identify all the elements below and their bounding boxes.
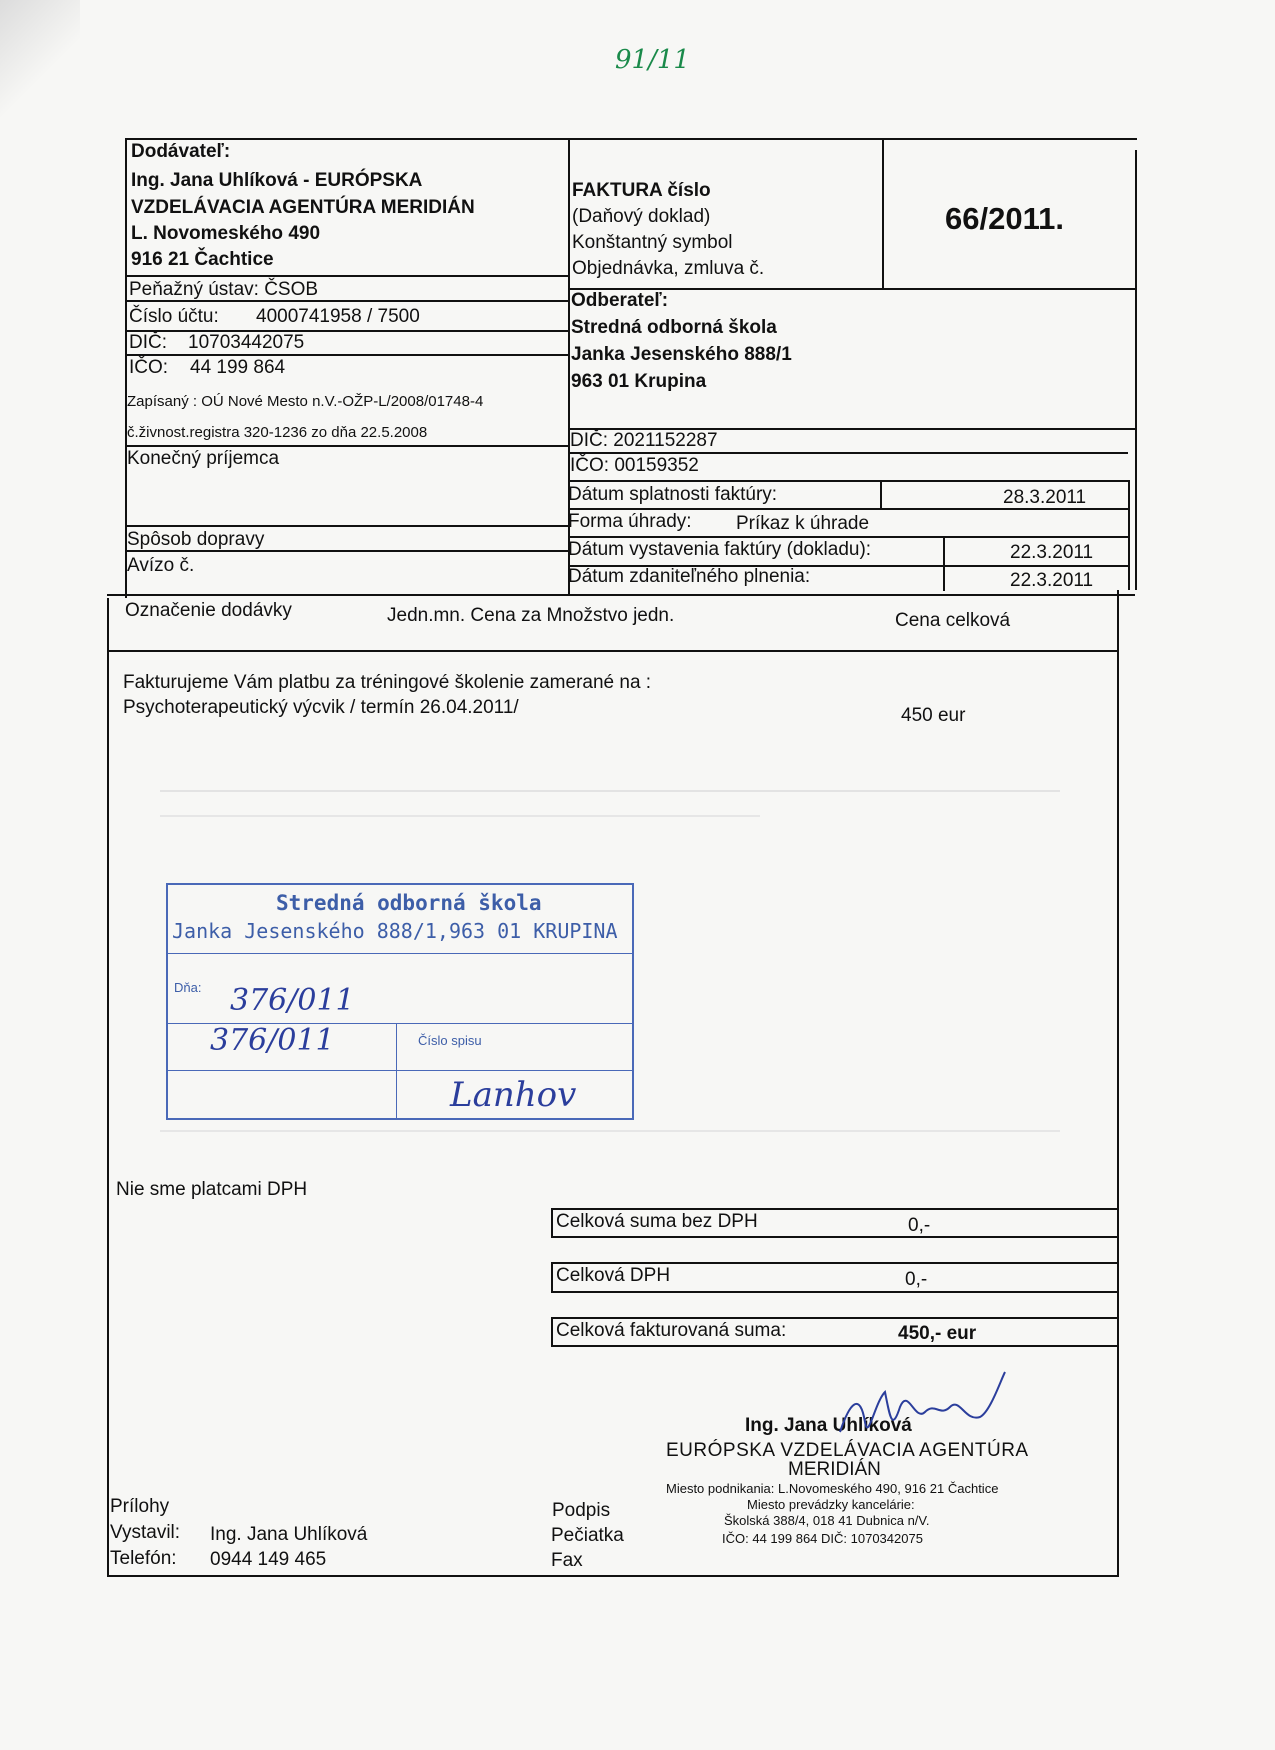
issue-date-label: Dátum vystavenia faktúry (dokladu): — [568, 539, 872, 560]
attachments-label: Prílohy — [110, 1496, 170, 1517]
invoice-order-contract: Objednávka, zmluva č. — [572, 258, 765, 279]
frame-left-bottom — [107, 598, 109, 1576]
stamp-signature: Lanhov — [450, 1075, 577, 1115]
rule-right-3 — [568, 452, 1128, 454]
items-col-total: Cena celková — [895, 610, 1011, 631]
supplier-ico-label: IČO: — [129, 357, 169, 378]
frame-right-lower — [1117, 590, 1119, 1575]
rule-left-5 — [125, 445, 568, 447]
total-sum-value: 450,- eur — [898, 1323, 977, 1344]
payment-form-label: Forma úhrady: — [568, 511, 692, 532]
frame-top — [125, 138, 1137, 140]
bleed-through-text-2 — [160, 815, 760, 817]
issuer-place: Miesto podnikania: L.Novomeského 490, 916 21 Čachtice — [666, 1481, 999, 1496]
items-col-description: Označenie dodávky — [125, 600, 292, 621]
issuer-name: Ing. Jana Uhlíková — [745, 1415, 912, 1436]
supplier-dic: 10703442075 — [188, 332, 305, 353]
stamp-rule-1 — [168, 953, 632, 954]
rule-right-4 — [568, 480, 1128, 482]
due-date-label: Dátum splatnosti faktúry: — [568, 484, 778, 505]
item-amount: 450 eur — [901, 705, 966, 726]
signature-label: Podpis — [552, 1500, 611, 1521]
rule-right-5 — [568, 508, 1128, 510]
rule-left-2 — [125, 300, 568, 302]
transport-label: Spôsob dopravy — [127, 529, 265, 550]
issuer-agency-line2: MERIDIÁN — [788, 1459, 881, 1480]
phone-number: 0944 149 465 — [210, 1549, 327, 1570]
stamp-rule-3 — [168, 1070, 632, 1071]
bleed-through-text — [160, 790, 1060, 792]
divider-due-date — [880, 480, 882, 508]
fax-label: Fax — [551, 1550, 583, 1571]
stamp-registration-number-1: 376/011 — [230, 983, 355, 1018]
issuer-office: Školská 388/4, 018 41 Dubnica n/V. — [724, 1513, 930, 1528]
supplier-ico: 44 199 864 — [190, 357, 286, 378]
handwritten-number: 91/11 — [615, 45, 690, 75]
rule-left-4 — [125, 354, 568, 356]
invoice-label: FAKTURA číslo — [572, 180, 711, 201]
issued-by-name: Ing. Jana Uhlíková — [210, 1524, 368, 1545]
rule-right-6 — [568, 536, 1128, 538]
supplier-name-line1: Ing. Jana Uhlíková - EURÓPSKA — [131, 170, 423, 191]
item-line-1: Fakturujeme Vám platbu za tréningové školenie zamerané na : — [123, 672, 652, 693]
total-net-value: 0,- — [908, 1215, 931, 1236]
customer-ico: IČO: 00159352 — [570, 455, 699, 476]
payment-form: Príkaz k úhrade — [736, 513, 870, 534]
issuer-office-label: Miesto prevádzky kancelárie: — [747, 1497, 915, 1512]
items-col-unit-price-qty: Jedn.mn. Cena za Množstvo jedn. — [387, 605, 675, 626]
rule-items-top — [107, 594, 1135, 596]
total-sum-label: Celková fakturovaná suma: — [556, 1320, 787, 1341]
divider-date-right — [1128, 480, 1130, 590]
total-vat-value: 0,- — [905, 1269, 928, 1290]
seal-label: Pečiatka — [551, 1525, 624, 1546]
customer-dic: DIČ: 2021152287 — [570, 430, 718, 451]
customer-heading: Odberateľ: — [571, 290, 669, 311]
rule-left-1 — [125, 275, 568, 277]
invoice-tax-doc: (Daňový doklad) — [572, 206, 711, 227]
customer-name: Stredná odborná škola — [571, 317, 777, 338]
customer-street: Janka Jesenského 888/1 — [571, 344, 792, 365]
invoice-number: 66/2011. — [945, 201, 1064, 236]
final-recipient-label: Konečný príjemca — [127, 448, 280, 469]
issue-date: 22.3.2011 — [1010, 542, 1094, 563]
stamp-date-label: Dňa: — [174, 980, 202, 995]
issuer-agency-line1: EURÓPSKA VZDELÁVACIA AGENTÚRA — [666, 1440, 1029, 1461]
supplier-name-line2: VZDELÁVACIA AGENTÚRA MERIDIÁN — [131, 197, 475, 218]
stamp-registration-number-2: 376/011 — [210, 1023, 335, 1058]
supplier-account-label: Číslo účtu: — [129, 306, 219, 327]
supplier-registry-1: Zapísaný : OÚ Nové Mesto n.V.-OŽP-L/2008/01748-4 — [127, 393, 484, 410]
total-net-label: Celková suma bez DPH — [556, 1211, 758, 1232]
rule-left-7 — [125, 550, 568, 552]
tax-date: 22.3.2011 — [1010, 570, 1094, 591]
stamp-title: Stredná odborná škola — [276, 891, 542, 915]
vat-status-note: Nie sme platcami DPH — [116, 1179, 308, 1200]
issuer-ids: IČO: 44 199 864 DIČ: 1070342075 — [722, 1531, 923, 1546]
customer-city: 963 01 Krupina — [571, 371, 707, 392]
due-date: 28.3.2011 — [1003, 487, 1087, 508]
frame-right — [1135, 150, 1137, 590]
frame-bottom — [107, 1575, 1119, 1577]
total-vat-label: Celková DPH — [556, 1265, 671, 1286]
supplier-heading: Dodávateľ: — [131, 141, 231, 162]
phone-label: Telefón: — [110, 1548, 177, 1569]
stamp-address: Janka Jesenského 888/1,963 01 KRUPINA — [172, 919, 618, 943]
bleed-through-text-3 — [160, 1130, 1060, 1132]
rule-left-6 — [125, 525, 568, 527]
divider-invoice-number — [882, 140, 884, 290]
rule-items-header — [107, 650, 1119, 652]
supplier-bank: Peňažný ústav: ČSOB — [129, 279, 319, 300]
notice-label: Avízo č. — [127, 555, 195, 576]
divider-issue-date — [943, 536, 945, 591]
supplier-street: L. Novomeského 490 — [131, 223, 321, 244]
supplier-city: 916 21 Čachtice — [131, 249, 274, 270]
supplier-dic-label: DIČ: — [129, 332, 167, 353]
supplier-account: 4000741958 / 7500 — [256, 306, 420, 327]
invoice-const-symbol: Konštantný symbol — [572, 232, 733, 253]
tax-date-label: Dátum zdaniteľného plnenia: — [568, 566, 811, 587]
supplier-registry-2: č.živnost.registra 320-1236 zo dňa 22.5.2008 — [127, 424, 428, 441]
issuer-signature-scribble — [830, 1362, 1030, 1452]
issued-by-label: Vystavil: — [110, 1522, 181, 1543]
stamp-file-label: Číslo spisu — [418, 1033, 482, 1048]
page-corner-fold — [0, 0, 80, 120]
item-line-2: Psychoterapeutický výcvik / termín 26.04.2011/ — [123, 697, 519, 718]
